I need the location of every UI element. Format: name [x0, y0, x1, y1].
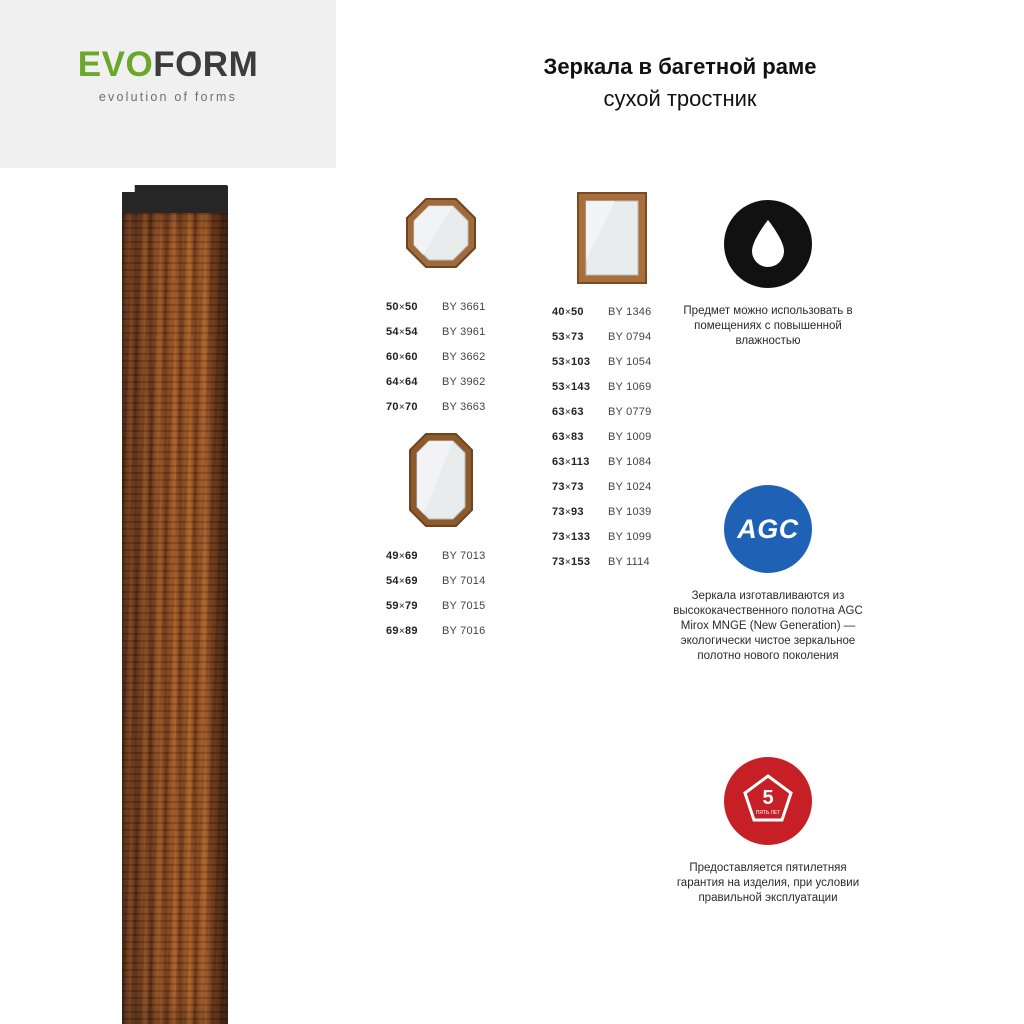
size-code: BY 1069 [608, 381, 652, 393]
size-row [552, 400, 672, 425]
size-dimension: 54×69 [386, 575, 418, 587]
warranty-5-years-icon [737, 770, 799, 832]
size-code: BY 3662 [442, 351, 486, 363]
moulding-sample-photo [112, 185, 234, 1024]
size-code: BY 7015 [442, 600, 486, 612]
size-row [552, 450, 672, 475]
page-subtitle: сухой тростник [603, 86, 757, 111]
water-drop-badge [724, 200, 812, 288]
size-row [552, 475, 672, 500]
size-row [386, 544, 496, 569]
size-dimension: 54×54 [386, 326, 418, 338]
moulding-wood-grain [122, 213, 228, 1024]
feature-agc-text: Зеркала изготавливаются из высококачественного полотна AGC Mirox MNGE (New Generation) — экологически чистое зеркальное полотно нового поколения [673, 590, 863, 662]
size-list-rectangle [552, 300, 672, 575]
size-row [552, 425, 672, 450]
page-header [0, 0, 1024, 168]
size-row [386, 569, 496, 594]
size-dimension: 73×133 [552, 531, 591, 543]
size-dimension: 69×89 [386, 625, 418, 637]
size-dimension: 59×79 [386, 600, 418, 612]
size-dimension: 49×69 [386, 550, 418, 562]
water-drop-icon [748, 218, 788, 270]
size-dimension: 64×64 [386, 376, 418, 388]
size-row [552, 350, 672, 375]
size-row [552, 325, 672, 350]
logo-tagline: evolution of forms [98, 90, 238, 104]
logo-primary-text: EVO [77, 45, 154, 84]
feature-warranty [668, 757, 868, 906]
size-row [386, 395, 496, 420]
feature-agc [668, 485, 868, 664]
size-group-rectangle [552, 190, 672, 575]
size-code: BY 1099 [608, 531, 652, 543]
size-code: BY 3961 [442, 326, 486, 338]
size-dimension: 40×50 [552, 306, 584, 318]
feature-moisture [668, 200, 868, 349]
size-code: BY 7014 [442, 575, 486, 587]
size-row [386, 295, 496, 320]
size-group-octagon-small [386, 195, 496, 420]
size-row [552, 500, 672, 525]
size-row [552, 550, 672, 575]
size-dimension: 73×73 [552, 481, 584, 493]
size-code: BY 7013 [442, 550, 486, 562]
feature-moisture-text: Предмет можно использовать в помещениях с повышенной влажностью [683, 305, 853, 347]
size-code: BY 1114 [608, 556, 650, 568]
size-code: BY 1024 [608, 481, 652, 493]
size-code: BY 1346 [608, 306, 652, 318]
size-list-octagon-small [386, 295, 496, 420]
size-code: BY 1009 [608, 431, 652, 443]
size-row [386, 345, 496, 370]
size-dimension: 73×153 [552, 556, 591, 568]
rectangular-mirror-icon [575, 190, 649, 286]
size-dimension: 70×70 [386, 401, 418, 413]
svg-text:5: 5 [762, 787, 774, 809]
title-panel [336, 0, 1024, 168]
size-dimension: 60×60 [386, 351, 418, 363]
size-dimension: 53×103 [552, 356, 591, 368]
logo-panel [0, 0, 336, 168]
octagon-tall-mirror-preview [386, 430, 496, 530]
size-list-octagon-tall [386, 544, 496, 644]
size-dimension: 73×93 [552, 506, 584, 518]
size-row [386, 594, 496, 619]
size-group-octagon-tall [386, 430, 496, 644]
size-code: BY 1054 [608, 356, 652, 368]
moulding-wood-body [122, 213, 228, 1024]
size-dimension: 50×50 [386, 301, 418, 313]
size-code: BY 0794 [608, 331, 652, 343]
octagon-tall-mirror-icon [406, 430, 476, 530]
size-row [552, 300, 672, 325]
logo-secondary-text: FORM [153, 45, 259, 84]
octagon-mirror-preview [386, 195, 496, 281]
size-dimension: 53×73 [552, 331, 584, 343]
size-row [552, 525, 672, 550]
size-row [386, 370, 496, 395]
octagon-mirror-icon [403, 195, 479, 281]
size-row [552, 375, 672, 400]
size-dimension: 53×143 [552, 381, 591, 393]
size-code: BY 7016 [442, 625, 486, 637]
agc-logo-icon: AGC [737, 513, 799, 544]
size-code: BY 3663 [442, 401, 486, 413]
size-dimension: 63×63 [552, 406, 584, 418]
size-code: BY 3962 [442, 376, 486, 388]
size-row [386, 619, 496, 644]
warranty-badge [724, 757, 812, 845]
agc-badge [724, 485, 812, 573]
feature-warranty-text: Предоставляется пятилетняя гарантия на изделия, при условии правильной эксплуатации [676, 862, 860, 904]
size-dimension: 63×113 [552, 456, 590, 468]
rectangular-mirror-preview [552, 190, 672, 286]
size-code: BY 1039 [608, 506, 652, 518]
svg-text:ПЯТЬ ЛЕТ: ПЯТЬ ЛЕТ [755, 810, 781, 816]
brand-logo [0, 46, 336, 104]
size-code: BY 1084 [608, 456, 652, 468]
size-code: BY 0779 [608, 406, 652, 418]
size-row [386, 320, 496, 345]
page-title: Зеркала в багетной раме [543, 54, 817, 79]
size-dimension: 63×83 [552, 431, 584, 443]
size-code: BY 3661 [442, 301, 486, 313]
logo-wordmark [0, 46, 336, 84]
